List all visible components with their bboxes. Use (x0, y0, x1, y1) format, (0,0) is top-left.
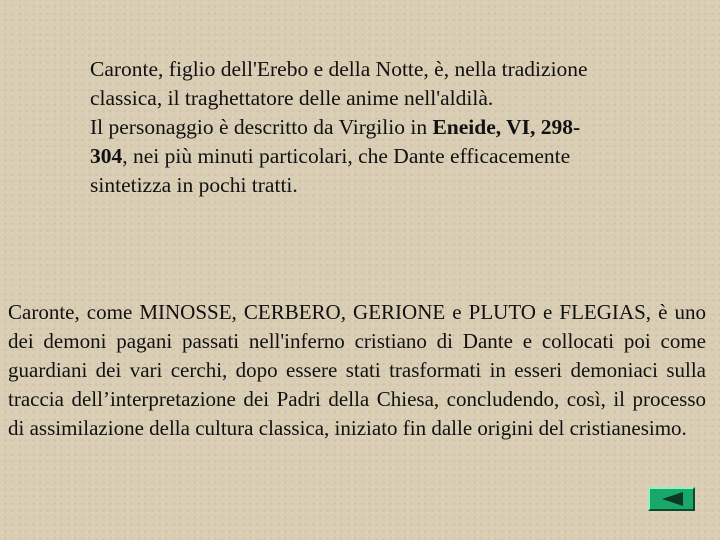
intro-line-2 (90, 113, 610, 200)
intro-paragraph (90, 55, 610, 200)
intro-line-2-end: , nei più minuti particolari, che Dante efficacemente sintetizza in pochi tratti. (90, 144, 571, 197)
intro-line-1: Caronte, figlio dell'Erebo e della Notte, è, nella tradizione classica, il traghettatore delle anime nell'aldilà. (90, 57, 588, 110)
intro-line-2-start: Il personaggio è descritto da Virgilio in (90, 115, 433, 139)
body-paragraph: Caronte, come MINOSSE, CERBERO, GERIONE e PLUTO e FLEGIAS, è uno dei demoni pagani passati nell'inferno cristiano di Dante e collocati poi come guardiani dei vari cerchi, dopo essere stati trasformati in esseri demoniaci sulla traccia dell’interpretazione dei Padri della Chiesa, concludendo, così, il processo di assimilazione della cultura classica, iniziato fin dalle origini del cristianesimo. (8, 300, 706, 440)
citation-eneide: Eneide, VI, 298-304 (90, 115, 581, 168)
back-button[interactable] (648, 487, 695, 511)
back-arrow-icon (659, 491, 685, 507)
